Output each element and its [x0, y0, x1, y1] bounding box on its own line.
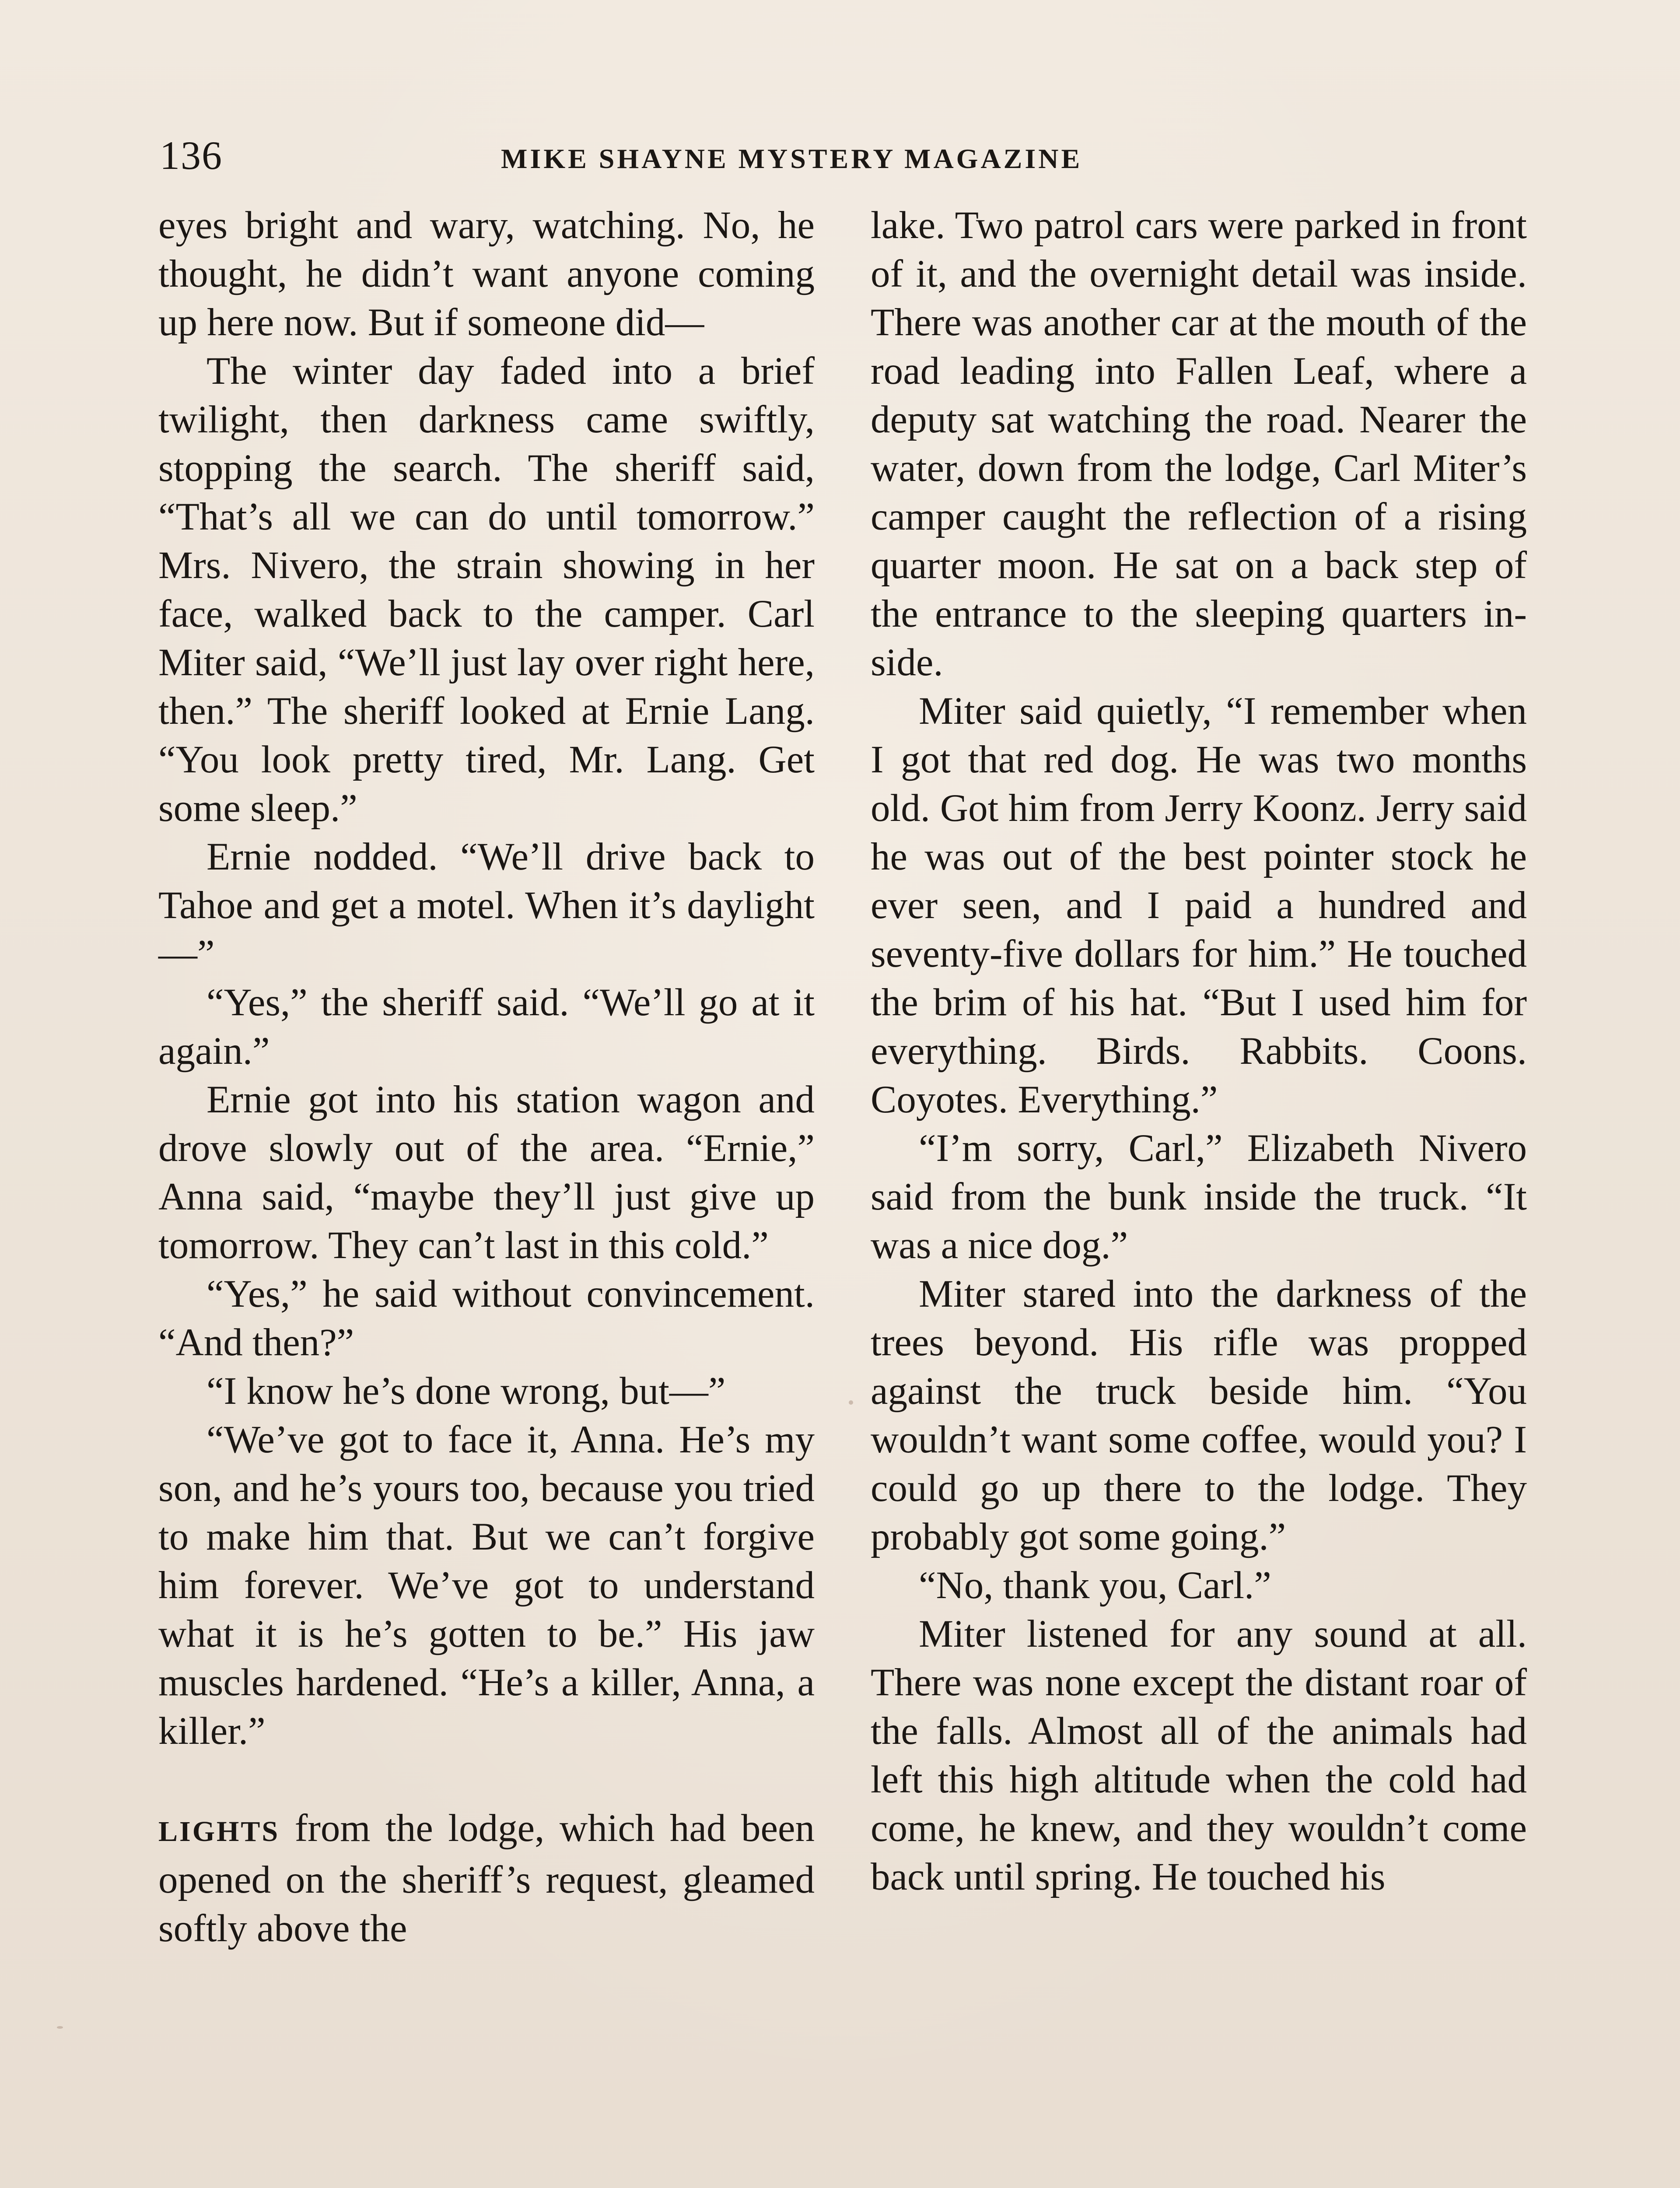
- paragraph: eyes bright and wary, watching. No, he thought, he didn’t want anyone coming up here now. But if someone did—: [158, 204, 815, 344]
- section-lead-in: LIGHTS: [158, 1816, 280, 1848]
- paragraph: “We’ve got to face it, Anna. He’s my son, and he’s yours too, because you tried to make him that. But we can’t forgive him forever. We’ve got to understand what it is he’s gotten to be.” His jaw muscles hardened. “He’s a killer, Anna, a killer.”: [158, 1418, 815, 1753]
- paragraph: “Yes,” the sheriff said. “We’ll go at it again.”: [158, 981, 815, 1073]
- paragraph: Ernie nodded. “We’ll drive back to Tahoe and get a motel. When it’s daylight—”: [158, 835, 815, 975]
- paragraph: “I’m sorry, Carl,” Elizabeth Nivero said from the bunk inside the truck. “It was a nice dog.”: [871, 1127, 1527, 1267]
- section-opening-paragraph: [158, 1804, 815, 1953]
- page-number: 136: [160, 133, 223, 178]
- paragraph: Miter said quietly, “I remember when I got that red dog. He was two months old. Got him from Jerry Koonz. Jerry said he was out of the best pointer stock he ever seen, and I paid a hundred and seventy-five dollars for him.” He touched the brim of his hat. “But I used him for everything. Birds. Rabbits. Coons. Coyotes. Everything.”: [871, 690, 1527, 1121]
- page-header: [160, 131, 1179, 179]
- paragraph: “Yes,” he said without convincement. “And then?”: [158, 1273, 815, 1364]
- paragraph: “No, thank you, Carl.”: [919, 1564, 1271, 1607]
- section-opening-text: from the lodge, which had been opened on the sheriff’s request, gleamed softly above the: [158, 1807, 815, 1950]
- paragraph: Miter listened for any sound at all. There was none except the distant roar of the falls. Almost all of the animals had left this high altitude when the cold had come, he knew, and they wouldn’t come back until spring. He touched his: [871, 1613, 1527, 1898]
- right-text-column: [871, 201, 1527, 1901]
- paragraph: Miter stared into the darkness of the trees beyond. His rifle was propped against the truck beside him. “You wouldn’t want some coffee, would you? I could go up there to the lodge. They probably got some going.”: [871, 1273, 1527, 1558]
- paper-speck: [57, 2026, 63, 2029]
- paragraph: lake. Two patrol cars were parked in front of it, and the overnight detail was inside. There was another car at the mouth of the road leading into Fallen Leaf, where a deputy sat watching the road. Nearer the water, down from the lodge, Carl Miter’s camper caught the reflection of a rising quarter moon. He sat on a back step of the entrance to the sleeping quarters inside.: [871, 204, 1527, 684]
- paragraph: The winter day faded into a brief twilight, then darkness came swiftly, stopping the search. The sheriff said, “That’s all we can do until tomorrow.” Mrs. Nivero, the strain showing in her face, walked back to the camper. Carl Miter said, “We’ll just lay over right here, then.” The sheriff looked at Ernie Lang. “You look pretty tired, Mr. Lang. Get some sleep.”: [158, 350, 815, 830]
- running-title: MIKE SHAYNE MYSTERY MAGAZINE: [501, 143, 1083, 174]
- paragraph: Ernie got into his station wagon and drove slowly out of the area. “Ernie,” Anna said, “maybe they’ll just give up tomorrow. They can’t last in this cold.”: [158, 1078, 815, 1267]
- paper-speck: [849, 1400, 853, 1405]
- paragraph: “I know he’s done wrong, but—”: [206, 1370, 726, 1413]
- left-text-column: [158, 201, 815, 1953]
